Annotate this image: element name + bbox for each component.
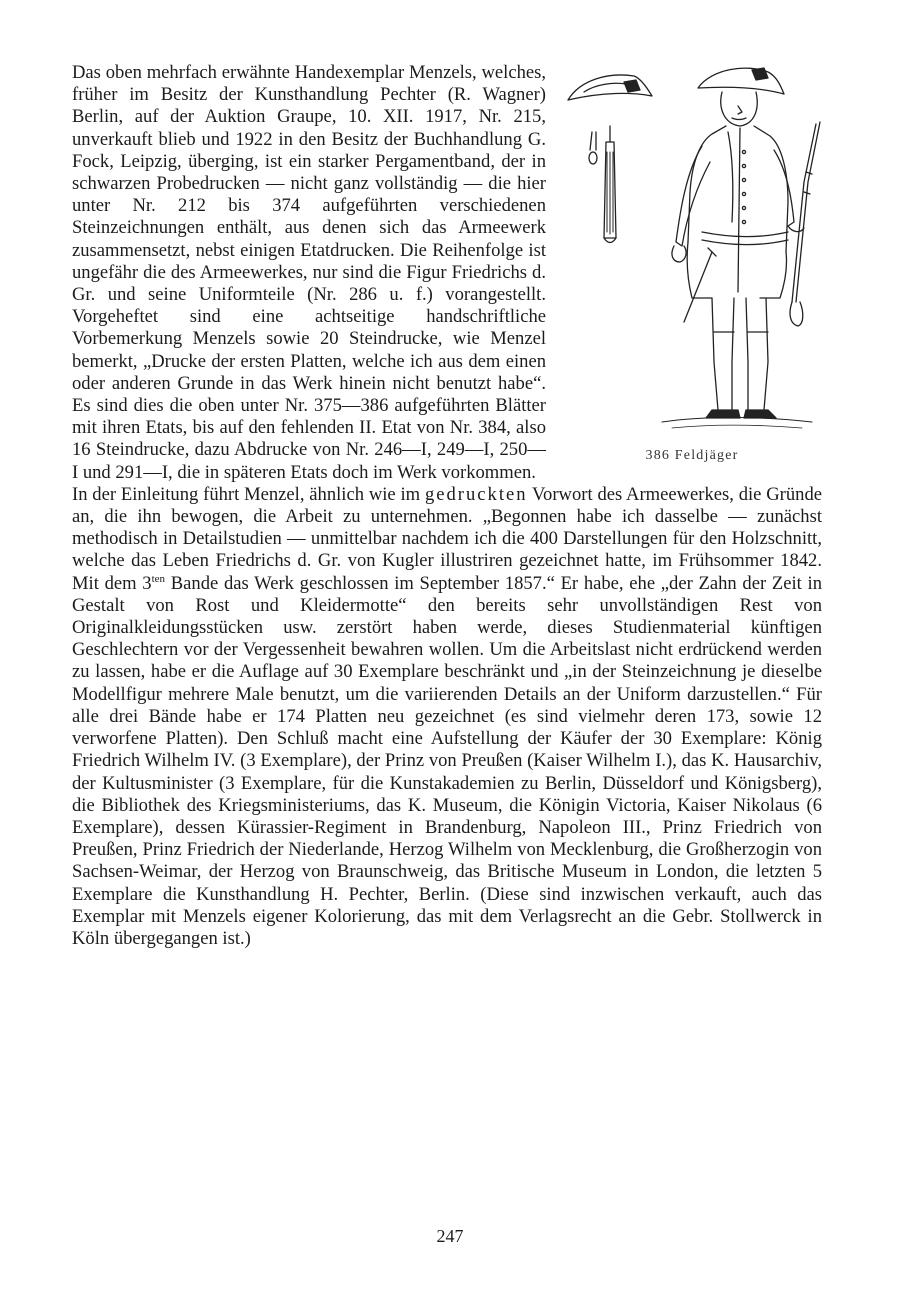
soldier-figure-icon — [662, 68, 820, 428]
spaced-word-gedruckten: gedruckten — [424, 483, 528, 505]
soldier-drawing — [562, 62, 822, 434]
paragraph-einleitung-end: Bande das Werk geschlossen im September 1857.“ Er habe, ehe „der Zahn der Zeit in Gestalt von Rost und Kleidermotte“ den bereits sehr unvollständigen Rest von Originalkleidungsstücken usw. zerstört haben werde, dieses Studienmaterial künftigen Geschlechtern vor der Vergessenheit bewahren wollen. Um die Arbeitslast nicht erdrückend werden zu lassen, habe er die Auflage auf 30 Exemplare beschränkt und „in der Steinzeichnung je dieselbe Modellfigur mehrere Male benutzt, um die variierenden Details an der Uniform darzustellen.“ Für alle drei Bände habe er 174 Platten neu gezeichnet (es sind vielmehr deren 173, sowie 12 verworfene Platten). Den Schluß macht eine Aufstellung der Käufer der 30 Exemplare: König Friedrich Wilhelm IV. (3 Exemplare), der Prinz von Preußen (Kaiser Wilhelm I.), das K. Hausarchiv, der Kultusminister (3 Exemplare, für die Kunstakademien zu Berlin, Düsseldorf und Königsberg), die Bibliothek des Kriegsministeriums, das K. Museum, die Königin Victoria, Kaiser Nikolaus (6 Exemplare), dessen Kürassier-Regiment in Brandenburg, Napoleon III., Prinz Friedrich von Preußen, Prinz Friedrich der Niederlande, Herzog Wilhelm von Mecklenburg, die Großherzogin von Sachsen-Weimar, der Herzog von Braunschweig, das Britische Museum in London, die letzten 5 Exemplare die Kunsthandlung H. Pechter, Berlin. (Diese sind inzwischen verkauft, auch das Exemplar mit Menzels eigener Kolorierung, das mit dem Verlagsrecht an die Gebr. Stollwerck in Köln übergegangen ist.) — [72, 572, 822, 949]
superscript-ten: ten — [151, 572, 166, 585]
paragraph-einleitung-middle: Vorwort des Armeewerkes, die Gründe an, die ihn bewogen, die Arbeit zu unternehmen. „Begonnen habe ich dasselbe — zunächst methodisch in Detailstudien — unmittelbar nachdem ich die 400 Darstellungen für den Holzschnitt, welche das Leben Friedrichs d. Gr. von Kugler illustriren gezeichnet hatte, im Frühsommer 1842. Mit dem 3 — [72, 483, 823, 594]
illustration-feldjaeger — [562, 62, 822, 474]
paragraph-einleitung — [72, 484, 822, 950]
figure-caption: 386 Feldjäger — [645, 448, 739, 463]
page-body — [72, 62, 822, 950]
cord-detail-icon — [589, 126, 616, 243]
hat-detail-icon — [568, 75, 652, 100]
paragraph-einleitung-start: In der Einleitung führt Menzel, ähnlich wie im — [72, 483, 421, 505]
page-number: 247 — [436, 1226, 464, 1246]
paragraph-handexemplar: Das oben mehrfach erwähnte Handexemplar Menzels, welches, früher im Besitz der Kunsthandlung Pechter (R. Wagner) Berlin, auf der Auktion Graupe, 10. XII. 1917, Nr. 215, unverkauft blieb und 1922 in den Besitz der Buchhandlung G. Fock, Leipzig, überging, ist ein starker Pergamentband, der in schwarzen Probedrucken — nicht ganz vollständig — die hier unter Nr. 212 bis 374 aufgeführten verschiedenen Steinzeichnungen enthält, aus denen sich das Armeewerk zusammensetzt, nebst einigen Etatdrucken. Die Reihenfolge ist ungefähr die des Armeewerkes, nur sind die Figur Friedrichs d. Gr. und seine Uniformteile (Nr. 286 u. f.) vorangestellt. Vorgeheftet sind eine achtseitige handschriftliche Vorbemerkung Menzels sowie 20 Steindrucke, wie Menzel bemerkt, „Drucke der ersten Platten, welche ich aus dem einen oder anderen Grunde in das Werk hinein nicht benutzt habe“. Es sind dies die oben unter Nr. 375—386 aufgeführten Blätter mit ihren Etats, bis auf den fehlenden II. Etat von Nr. 384, also 16 Steindrucke, dazu Abdrucke von Nr. 246—I, 249—I, 250—I und 291—I, die in späteren Etats doch im Werk vorkommen. — [72, 62, 546, 483]
